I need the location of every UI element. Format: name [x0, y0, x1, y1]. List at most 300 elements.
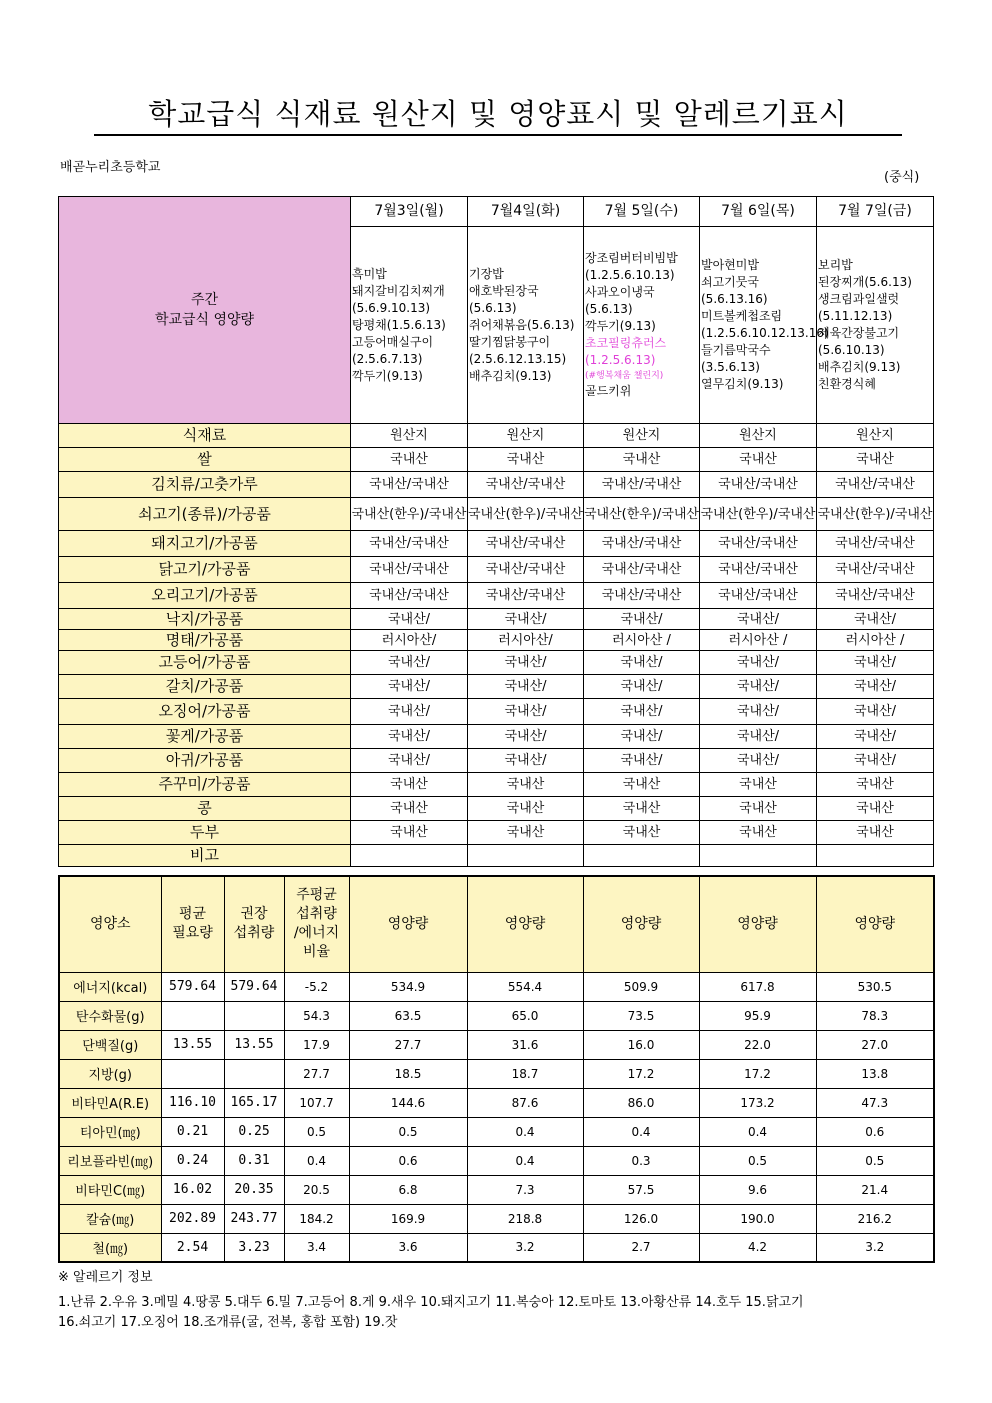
ingredient-label: 닭고기/가공품: [59, 557, 351, 583]
origin-value: 국내산/국내산: [700, 472, 817, 498]
menu-item: 애호박된장국: [469, 283, 539, 298]
daily-amount: 126.0: [583, 1204, 699, 1233]
origin-value: 국내산/: [817, 609, 934, 630]
origin-value: 국내산/국내산: [817, 472, 934, 498]
daily-amount: 31.6: [467, 1030, 583, 1059]
origin-value: 국내산/: [351, 651, 468, 675]
menu-item: 골드키위: [585, 384, 632, 398]
header-line: /에너지: [293, 925, 340, 942]
menu-item: 흑미밥: [352, 266, 387, 281]
origin-row: [59, 424, 934, 448]
daily-amount: 509.9: [583, 972, 699, 1001]
origin-row: [59, 651, 934, 675]
daily-amount: 86.0: [583, 1088, 699, 1117]
daily-amount: 63.5: [349, 1001, 467, 1030]
origin-value: 국내산/국내산: [584, 557, 700, 583]
nutrition-row: [59, 1233, 934, 1262]
page-title: 학교급식 식재료 원산지 및 영양표시 및 알레르기표시: [94, 94, 902, 136]
menu-cell: [468, 227, 584, 424]
weekly-header: [284, 876, 349, 972]
origin-row: [59, 725, 934, 749]
recommended-intake: 165.17: [224, 1088, 284, 1117]
ingredient-label: 김치류/고춧가루: [59, 472, 351, 498]
header-line: 섭취량: [296, 906, 337, 923]
menu-cell: [351, 227, 468, 424]
ingredient-label: 명태/가공품: [59, 630, 351, 651]
nutrition-row: [59, 1059, 934, 1088]
origin-value: 원산지: [584, 424, 700, 448]
recommended-intake: 20.35: [224, 1175, 284, 1204]
daily-amount: 0.4: [467, 1146, 583, 1175]
menu-item: 된장찌개(5.6.13): [818, 275, 912, 289]
ingredient-label: 쇠고기(종류)/가공품: [59, 498, 351, 531]
nutrient-label: 티아민(㎎): [59, 1117, 161, 1146]
origin-value: [468, 845, 584, 867]
amount-header: 영양량: [583, 876, 699, 972]
daily-amount: 0.5: [349, 1117, 467, 1146]
origin-value: 국내산(한우)/국내산: [817, 498, 934, 531]
weekly-average: 54.3: [284, 1001, 349, 1030]
origin-value: 국내산/: [700, 725, 817, 749]
origin-value: [351, 845, 468, 867]
origin-value: 국내산/: [468, 725, 584, 749]
origin-value: 국내산: [351, 797, 468, 821]
daily-amount: 190.0: [699, 1204, 816, 1233]
origin-value: 국내산: [468, 821, 584, 845]
ingredient-label: 비고: [59, 845, 351, 867]
origin-value: 국내산(한우)/국내산: [700, 498, 817, 531]
origin-row: [59, 531, 934, 557]
origin-value: 국내산/: [468, 609, 584, 630]
ingredient-label: 식재료: [59, 424, 351, 448]
origin-value: 국내산: [817, 448, 934, 472]
nutrition-row: [59, 1117, 934, 1146]
origin-value: 국내산/: [351, 609, 468, 630]
origin-value: 국내산/: [584, 699, 700, 725]
daily-amount: 13.8: [816, 1059, 934, 1088]
daily-amount: 169.9: [349, 1204, 467, 1233]
avg-requirement: 116.10: [161, 1088, 224, 1117]
menu-item: (#행복채움 챌린지): [585, 371, 664, 381]
daily-amount: 7.3: [467, 1175, 583, 1204]
header-line: 평균: [178, 906, 207, 923]
daily-amount: 27.0: [816, 1030, 934, 1059]
daily-amount: 95.9: [699, 1001, 816, 1030]
daily-amount: 218.8: [467, 1204, 583, 1233]
avg-req-header: [161, 876, 224, 972]
ingredient-label: 오리고기/가공품: [59, 583, 351, 609]
daily-amount: 617.8: [699, 972, 816, 1001]
ingredient-label: 낙지/가공품: [59, 609, 351, 630]
daily-amount: 73.5: [583, 1001, 699, 1030]
recommended-intake: 13.55: [224, 1030, 284, 1059]
origin-value: 국내산/: [468, 651, 584, 675]
menu-item: 보리밥: [818, 258, 853, 272]
daily-amount: 0.3: [583, 1146, 699, 1175]
avg-requirement: 202.89: [161, 1204, 224, 1233]
nutrient-label: 탄수화물(g): [59, 1001, 161, 1030]
origin-value: 국내산: [468, 797, 584, 821]
origin-value: 국내산/: [584, 609, 700, 630]
origin-value: 국내산/: [700, 675, 817, 699]
origin-value: 국내산/: [817, 651, 934, 675]
avg-requirement: 13.55: [161, 1030, 224, 1059]
origin-value: 원산지: [817, 424, 934, 448]
origin-row: [59, 609, 934, 630]
nutrition-header-row: [59, 876, 934, 972]
daily-amount: 16.0: [583, 1030, 699, 1059]
menu-item: (1.2.5.6.13): [585, 353, 656, 367]
daily-amount: 9.6: [699, 1175, 816, 1204]
weekly-average: 17.9: [284, 1030, 349, 1059]
origin-value: 국내산/국내산: [817, 531, 934, 557]
origin-row: [59, 845, 934, 867]
origin-value: 국내산/국내산: [351, 583, 468, 609]
nutrient-label: 칼슘(㎎): [59, 1204, 161, 1233]
amount-header: 영양량: [699, 876, 816, 972]
amount-header: 영양량: [816, 876, 934, 972]
origin-row: [59, 821, 934, 845]
avg-requirement: 16.02: [161, 1175, 224, 1204]
origin-value: 국내산(한우)/국내산: [351, 498, 468, 531]
daily-amount: 6.8: [349, 1175, 467, 1204]
ingredient-label: 갈치/가공품: [59, 675, 351, 699]
ingredient-label: 주꾸미/가공품: [59, 773, 351, 797]
origin-row: [59, 498, 934, 531]
nutrient-label: 비타민C(㎎): [59, 1175, 161, 1204]
origin-row: [59, 448, 934, 472]
origin-value: 국내산: [817, 797, 934, 821]
menu-item: (5.6.9.10.13): [352, 300, 431, 315]
menu-item: (5.11.12.13): [818, 309, 893, 323]
origin-value: 국내산: [351, 773, 468, 797]
origin-value: 국내산/: [584, 725, 700, 749]
nutrient-label: 비타민A(R.E): [59, 1088, 161, 1117]
origin-value: [817, 845, 934, 867]
daily-amount: 216.2: [816, 1204, 934, 1233]
daily-amount: 0.6: [349, 1146, 467, 1175]
origin-value: 국내산/국내산: [700, 557, 817, 583]
weekly-average: 184.2: [284, 1204, 349, 1233]
origin-value: 원산지: [351, 424, 468, 448]
amount-header: 영양량: [467, 876, 583, 972]
avg-requirement: 2.54: [161, 1233, 224, 1262]
daily-amount: 57.5: [583, 1175, 699, 1204]
day-header: 7월3일(월): [351, 197, 468, 227]
corner-label-line: 주간: [190, 292, 219, 308]
daily-amount: 18.5: [349, 1059, 467, 1088]
origin-value: 러시아산 /: [817, 630, 934, 651]
avg-requirement: [161, 1001, 224, 1030]
ingredient-label: 돼지고기/가공품: [59, 531, 351, 557]
daily-amount: 534.9: [349, 972, 467, 1001]
origin-value: 국내산/: [700, 651, 817, 675]
menu-item: 생크림과일샐럿: [818, 292, 900, 306]
corner-label-line: 학교급식 영양량: [154, 312, 255, 328]
nutrient-label: 리보플라빈(㎎): [59, 1146, 161, 1175]
origin-row: [59, 675, 934, 699]
origin-value: 국내산/: [584, 675, 700, 699]
menu-item: 돼지갈비김치찌개: [352, 283, 445, 298]
menu-item: (3.5.6.13): [701, 360, 760, 374]
origin-value: 국내산/국내산: [700, 531, 817, 557]
ingredient-label: 오징어/가공품: [59, 699, 351, 725]
school-name: 배곧누리초등학교: [60, 160, 161, 175]
origin-value: 국내산: [817, 821, 934, 845]
origin-value: 국내산/: [817, 675, 934, 699]
daily-amount: 0.5: [816, 1146, 934, 1175]
rec-intake-header: [224, 876, 284, 972]
daily-amount: 17.2: [583, 1059, 699, 1088]
menu-item: 배추김치(9.13): [469, 368, 552, 383]
daily-amount: 2.7: [583, 1233, 699, 1262]
origin-value: 국내산/국내산: [468, 583, 584, 609]
ingredient-label: 콩: [59, 797, 351, 821]
daily-amount: 0.4: [699, 1117, 816, 1146]
daily-amount: 22.0: [699, 1030, 816, 1059]
day-header: 7월 6일(목): [700, 197, 817, 227]
menu-item: 깍두기(9.13): [352, 368, 423, 383]
origin-value: 국내산/: [700, 699, 817, 725]
origin-value: 국내산: [817, 773, 934, 797]
menu-item: 탕평채(1.5.6.13): [352, 317, 446, 332]
weekly-average: 107.7: [284, 1088, 349, 1117]
origin-value: 국내산: [584, 448, 700, 472]
recommended-intake: [224, 1059, 284, 1088]
menu-item: (2.5.6.7.13): [352, 351, 423, 366]
daily-amount: 3.6: [349, 1233, 467, 1262]
allergy-title: ※ 알레르기 정보: [58, 1270, 153, 1285]
origin-value: 국내산/: [817, 725, 934, 749]
header-line: 섭취량: [233, 925, 275, 942]
menu-item: (5.6.13): [469, 300, 517, 315]
origin-row: [59, 699, 934, 725]
menu-cell: [817, 227, 934, 424]
nutrition-row: [59, 1204, 934, 1233]
menu-item: 초코필링츄러스: [585, 336, 667, 350]
origin-value: 국내산/국내산: [817, 557, 934, 583]
menu-item: 쥐어채볶음(5.6.13): [469, 317, 575, 332]
allergy-line-2: 16.쇠고기 17.오징어 18.조개류(굴, 전복, 홍합 포함) 19.잣: [58, 1315, 398, 1330]
daily-amount: 21.4: [816, 1175, 934, 1204]
origin-value: 국내산(한우)/국내산: [468, 498, 584, 531]
daily-amount: 144.6: [349, 1088, 467, 1117]
origin-value: 국내산/국내산: [584, 531, 700, 557]
header-line: 필요량: [172, 925, 213, 942]
origin-value: 국내산/국내산: [584, 583, 700, 609]
origin-value: 국내산: [351, 821, 468, 845]
origin-value: 국내산/: [351, 675, 468, 699]
menu-item: 열무김치(9.13): [701, 377, 784, 391]
daily-amount: 0.5: [699, 1146, 816, 1175]
origin-value: 국내산/국내산: [351, 557, 468, 583]
daily-amount: 0.6: [816, 1117, 934, 1146]
nutrition-row: [59, 972, 934, 1001]
nutrition-row: [59, 1088, 934, 1117]
origin-value: 국내산/: [468, 699, 584, 725]
daily-amount: 0.4: [583, 1117, 699, 1146]
origin-value: 국내산: [468, 448, 584, 472]
daily-amount: 3.2: [467, 1233, 583, 1262]
origin-row: [59, 472, 934, 498]
origin-value: 국내산: [700, 797, 817, 821]
recommended-intake: [224, 1001, 284, 1030]
origin-value: 국내산: [351, 448, 468, 472]
menu-item: 장조림버터비빔밥: [585, 251, 678, 265]
origin-value: 국내산/국내산: [700, 583, 817, 609]
daily-amount: 87.6: [467, 1088, 583, 1117]
origin-value: 국내산: [700, 773, 817, 797]
origin-value: [584, 845, 700, 867]
menu-item: (2.5.6.12.13.15): [469, 351, 567, 366]
origin-value: 국내산/국내산: [468, 531, 584, 557]
header-line: 비율: [302, 944, 331, 961]
origin-value: 국내산/: [817, 749, 934, 773]
weekly-average: 27.7: [284, 1059, 349, 1088]
menu-item: (1.2.5.6.10.13): [585, 268, 675, 282]
menu-item: 사과오이냉국: [585, 285, 655, 299]
menu-cell: [584, 227, 700, 424]
origin-value: 국내산/: [351, 749, 468, 773]
origin-value: 국내산/: [584, 749, 700, 773]
weekly-average: 0.4: [284, 1146, 349, 1175]
origin-value: 국내산/국내산: [468, 557, 584, 583]
menu-item: 기장밥: [469, 266, 504, 281]
origin-value: [700, 845, 817, 867]
nutrition-row: [59, 1146, 934, 1175]
origin-value: 국내산/: [700, 609, 817, 630]
nutrient-header: 영양소: [59, 876, 161, 972]
daily-amount: 18.7: [467, 1059, 583, 1088]
menu-item: 쇠고기뭇국: [701, 275, 759, 289]
meal-type: (중식): [884, 170, 920, 185]
day-header: 7월 5일(수): [584, 197, 700, 227]
origin-value: 국내산: [700, 821, 817, 845]
origin-value: 국내산/국내산: [351, 472, 468, 498]
origin-value: 원산지: [468, 424, 584, 448]
daily-amount: 17.2: [699, 1059, 816, 1088]
origin-value: 러시아산 /: [584, 630, 700, 651]
origin-value: 국내산/: [817, 699, 934, 725]
daily-amount: 530.5: [816, 972, 934, 1001]
menu-item: 친환경식혜: [818, 377, 876, 391]
recommended-intake: 579.64: [224, 972, 284, 1001]
menu-item: (1.2.5.6.10.12.13.16): [701, 326, 829, 340]
weekly-average: 0.5: [284, 1117, 349, 1146]
date-row: [59, 197, 934, 227]
daily-amount: 4.2: [699, 1233, 816, 1262]
nutrient-label: 단백질(g): [59, 1030, 161, 1059]
nutrient-label: 에너지(kcal): [59, 972, 161, 1001]
avg-requirement: 579.64: [161, 972, 224, 1001]
amount-header: 영양량: [349, 876, 467, 972]
menu-item: 미트볼케첩조림: [701, 309, 783, 323]
nutrition-row: [59, 1001, 934, 1030]
daily-amount: 173.2: [699, 1088, 816, 1117]
header-line: 주평균: [296, 887, 337, 904]
ingredient-label: 쌀: [59, 448, 351, 472]
recommended-intake: 0.25: [224, 1117, 284, 1146]
daily-amount: 78.3: [816, 1001, 934, 1030]
ingredient-label: 두부: [59, 821, 351, 845]
origin-value: 국내산/: [584, 651, 700, 675]
origin-value: 러시아산 /: [700, 630, 817, 651]
menu-item: 제육간장불고기: [818, 326, 900, 340]
origin-row: [59, 630, 934, 651]
origin-value: 러시아산/: [351, 630, 468, 651]
origin-row: [59, 583, 934, 609]
origin-value: 국내산/: [700, 749, 817, 773]
menu-item: 배추김치(9.13): [818, 360, 901, 374]
origin-value: 국내산/국내산: [817, 583, 934, 609]
origin-value: 원산지: [700, 424, 817, 448]
avg-requirement: 0.21: [161, 1117, 224, 1146]
origin-row: [59, 749, 934, 773]
daily-amount: 65.0: [467, 1001, 583, 1030]
menu-item: (5.6.13.16): [701, 292, 768, 306]
ingredient-label: 아귀/가공품: [59, 749, 351, 773]
nutrition-row: [59, 1175, 934, 1204]
ingredient-label: 고등어/가공품: [59, 651, 351, 675]
daily-amount: 554.4: [467, 972, 583, 1001]
menu-item: 발아현미밥: [701, 258, 759, 272]
origin-table: [58, 196, 934, 867]
recommended-intake: 0.31: [224, 1146, 284, 1175]
weekly-average: -5.2: [284, 972, 349, 1001]
menu-item: 딸기찜닭봉구이: [469, 334, 551, 349]
menu-item: 깍두기(9.13): [585, 319, 656, 333]
avg-requirement: 0.24: [161, 1146, 224, 1175]
menu-item: 고등어매실구이: [352, 334, 434, 349]
menu-cell: [700, 227, 829, 424]
day-header: 7월 7일(금): [817, 197, 934, 227]
weekly-nutrition-header: [59, 197, 351, 424]
daily-amount: 27.7: [349, 1030, 467, 1059]
recommended-intake: 3.23: [224, 1233, 284, 1262]
origin-value: 국내산(한우)/국내산: [584, 498, 700, 531]
menu-item: (5.6.13): [585, 302, 633, 316]
origin-value: 국내산/국내산: [468, 472, 584, 498]
origin-value: 국내산/: [351, 699, 468, 725]
origin-value: 국내산: [584, 797, 700, 821]
origin-row: [59, 557, 934, 583]
origin-value: 국내산/: [351, 725, 468, 749]
daily-amount: 47.3: [816, 1088, 934, 1117]
menu-item: (5.6.10.13): [818, 343, 885, 357]
recommended-intake: 243.77: [224, 1204, 284, 1233]
origin-value: 국내산: [584, 821, 700, 845]
allergy-line-1: 1.난류 2.우유 3.메밀 4.땅콩 5.대두 6.밀 7.고등어 8.게 9.새우 10.돼지고기 11.복숭아 12.토마토 13.아황산류 14.호두 15.닭고기: [58, 1295, 804, 1310]
day-header: 7월4일(화): [468, 197, 584, 227]
nutrition-row: [59, 1030, 934, 1059]
menu-item: 들기름막국수: [701, 343, 771, 357]
nutrient-label: 철(㎎): [59, 1233, 161, 1262]
nutrient-label: 지방(g): [59, 1059, 161, 1088]
origin-value: 국내산: [584, 773, 700, 797]
origin-row: [59, 773, 934, 797]
origin-value: 국내산/국내산: [351, 531, 468, 557]
weekly-average: 20.5: [284, 1175, 349, 1204]
daily-amount: 0.4: [467, 1117, 583, 1146]
origin-value: 국내산/: [468, 675, 584, 699]
origin-row: [59, 797, 934, 821]
origin-value: 국내산/: [468, 749, 584, 773]
header-line: 권장: [240, 906, 268, 923]
origin-value: 국내산: [700, 448, 817, 472]
origin-value: 러시아산/: [468, 630, 584, 651]
ingredient-label: 꽃게/가공품: [59, 725, 351, 749]
origin-value: 국내산: [468, 773, 584, 797]
